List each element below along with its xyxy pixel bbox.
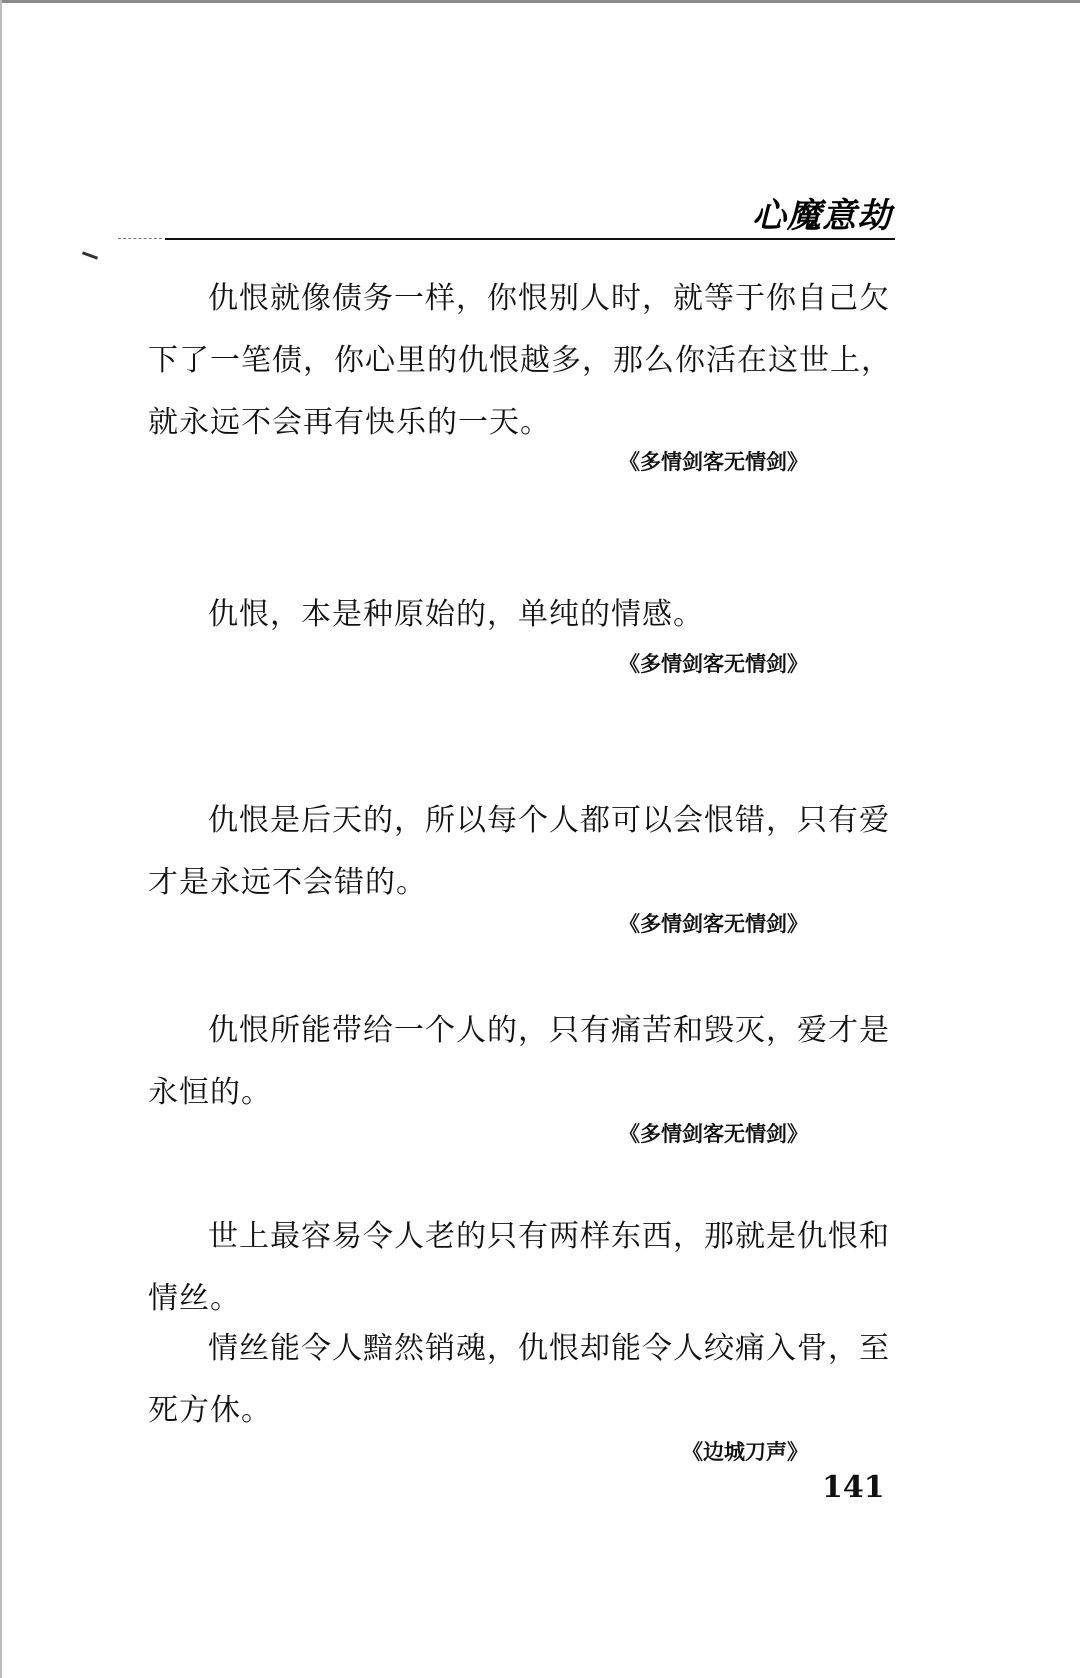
quote-4-text: 仇恨所能带给一个人的，只有痛苦和毁灭，爱才是永恒的。 xyxy=(148,1013,890,1110)
quote-3-text: 仇恨是后天的，所以每个人都可以会恨错，只有爱才是永远不会错的。 xyxy=(148,803,890,900)
quote-3-source: 《多情剑客无情剑》 xyxy=(619,912,808,936)
page-number: 141 xyxy=(822,1470,885,1505)
quote-6-text: 情丝能令人黯然销魂，仇恨却能令人绞痛入骨，至死方休。 xyxy=(148,1331,890,1428)
running-header: 心魔意劫 xyxy=(752,196,892,236)
scan-smudge xyxy=(82,251,98,259)
quote-5-text: 世上最容易令人老的只有两样东西，那就是仇恨和情丝。 xyxy=(148,1219,890,1316)
page-left-edge xyxy=(0,0,2,1678)
header-rule-stub xyxy=(118,238,162,239)
quote-6-source: 《边城刀声》 xyxy=(682,1440,808,1464)
quote-2-source: 《多情剑客无情剑》 xyxy=(619,652,808,676)
quote-4-source: 《多情剑客无情剑》 xyxy=(619,1122,808,1146)
page-top-edge xyxy=(0,0,1080,3)
quote-2-text: 仇恨，本是种原始的，单纯的情感。 xyxy=(208,597,704,632)
quote-1-text: 仇恨就像债务一样，你恨别人时，就等于你自己欠下了一笔债，你心里的仇恨越多，那么你活在这世上，就永远不会再有快乐的一天。 xyxy=(148,281,892,440)
header-rule xyxy=(165,238,895,240)
quote-1-source: 《多情剑客无情剑》 xyxy=(619,450,808,474)
